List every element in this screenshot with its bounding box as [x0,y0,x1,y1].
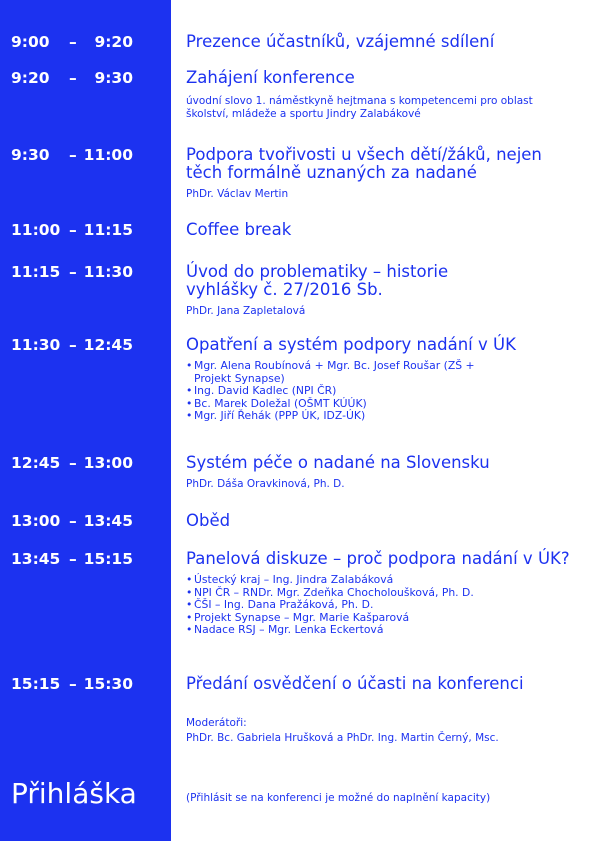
moderators-label: Moderátoři: [186,717,247,729]
list-item: • ČŠI – Ing. Dana Pražáková, Ph. D. [186,599,586,612]
time-end: 13:45 [83,512,133,530]
time-end: 15:30 [83,675,133,693]
time-start: 9:30 [11,146,50,164]
time-slot: 9:30 – 11:00 [11,146,133,164]
time-start: 13:45 [11,550,61,568]
time-start: 9:20 [11,69,50,87]
time-end: 11:30 [83,263,133,281]
session-speaker: PhDr. Václav Mertin [186,188,289,200]
time-start: 11:15 [11,263,61,281]
session-title: Prezence účastníků, vzájemné sdílení [186,32,495,51]
time-slot: 11:00 – 11:15 [11,221,133,239]
session-note: úvodní slovo 1. náměstkyně hejtmana s kompetencemi pro oblast školství, mládeže a sportu Jindry Zalabákové [186,95,533,120]
list-item: • Bc. Marek Doležal (OŠMT KÚÚK) [186,398,586,411]
time-slot: 9:20 – 9:30 [11,69,133,87]
time-end: 11:00 [83,146,133,164]
moderators-names: PhDr. Bc. Gabriela Hrušková a PhDr. Ing. Martin Černý, Msc. [186,732,499,744]
time-slot: 11:15 – 11:30 [11,263,133,281]
time-end: 9:20 [94,33,133,51]
sidebar-blue-band [0,0,171,841]
session-title: Podpora tvořivosti u všech dětí/žáků, nejen těch formálně uznaných za nadané [186,145,542,182]
time-start: 11:30 [11,336,61,354]
speaker-list [186,360,586,423]
time-end: 9:30 [94,69,133,87]
session-title: Panelová diskuze – proč podpora nadání v ÚK? [186,549,570,568]
list-item: • Ing. David Kadlec (NPI ČR) [186,385,586,398]
registration-link[interactable]: Přihláška [11,777,137,810]
time-start: 15:15 [11,675,61,693]
session-title: Zahájení konference [186,68,355,87]
time-end: 13:00 [83,454,133,472]
time-slot: 12:45 – 13:00 [11,454,133,472]
session-title: Úvod do problematiky – historie vyhlášky č. 27/2016 Sb. [186,262,449,299]
time-start: 12:45 [11,454,61,472]
list-item: • Ústecký kraj – Ing. Jindra Zalabáková [186,574,586,587]
time-end: 11:15 [83,221,133,239]
time-slot: 13:00 – 13:45 [11,512,133,530]
list-item: • Mgr. Alena Roubínová + Mgr. Bc. Josef Roušar (ZŠ + Projekt Synapse) [186,360,494,385]
session-title: Coffee break [186,220,292,239]
time-start: 11:00 [11,221,61,239]
session-speaker: PhDr. Jana Zapletalová [186,305,306,317]
panel-list [186,574,586,637]
time-slot: 11:30 – 12:45 [11,336,133,354]
time-slot: 13:45 – 15:15 [11,550,133,568]
registration-note: (Přihlásit se na konferenci je možné do naplnění kapacity) [186,792,491,804]
list-item: • Nadace RSJ – Mgr. Lenka Eckertová [186,624,586,637]
list-item: • NPI ČR – RNDr. Mgr. Zdeňka Chocholoušková, Ph. D. [186,587,586,600]
session-title: Oběd [186,511,231,530]
moderators [186,716,586,746]
session-title: Systém péče o nadané na Slovensku [186,453,490,472]
time-slot: 15:15 – 15:30 [11,675,133,693]
time-start: 9:00 [11,33,50,51]
time-slot: 9:00 – 9:20 [11,33,133,51]
session-speaker: PhDr. Dáša Oravkinová, Ph. D. [186,478,345,490]
time-start: 13:00 [11,512,61,530]
list-item: • Projekt Synapse – Mgr. Marie Kašparová [186,612,586,625]
session-title: Opatření a systém podpory nadání v ÚK [186,335,516,354]
list-item: • Mgr. Jiří Řehák (PPP ÚK, IDZ-ÚK) [186,410,586,423]
session-title: Předání osvědčení o účasti na konferenci [186,674,524,693]
time-end: 12:45 [83,336,133,354]
time-end: 15:15 [83,550,133,568]
